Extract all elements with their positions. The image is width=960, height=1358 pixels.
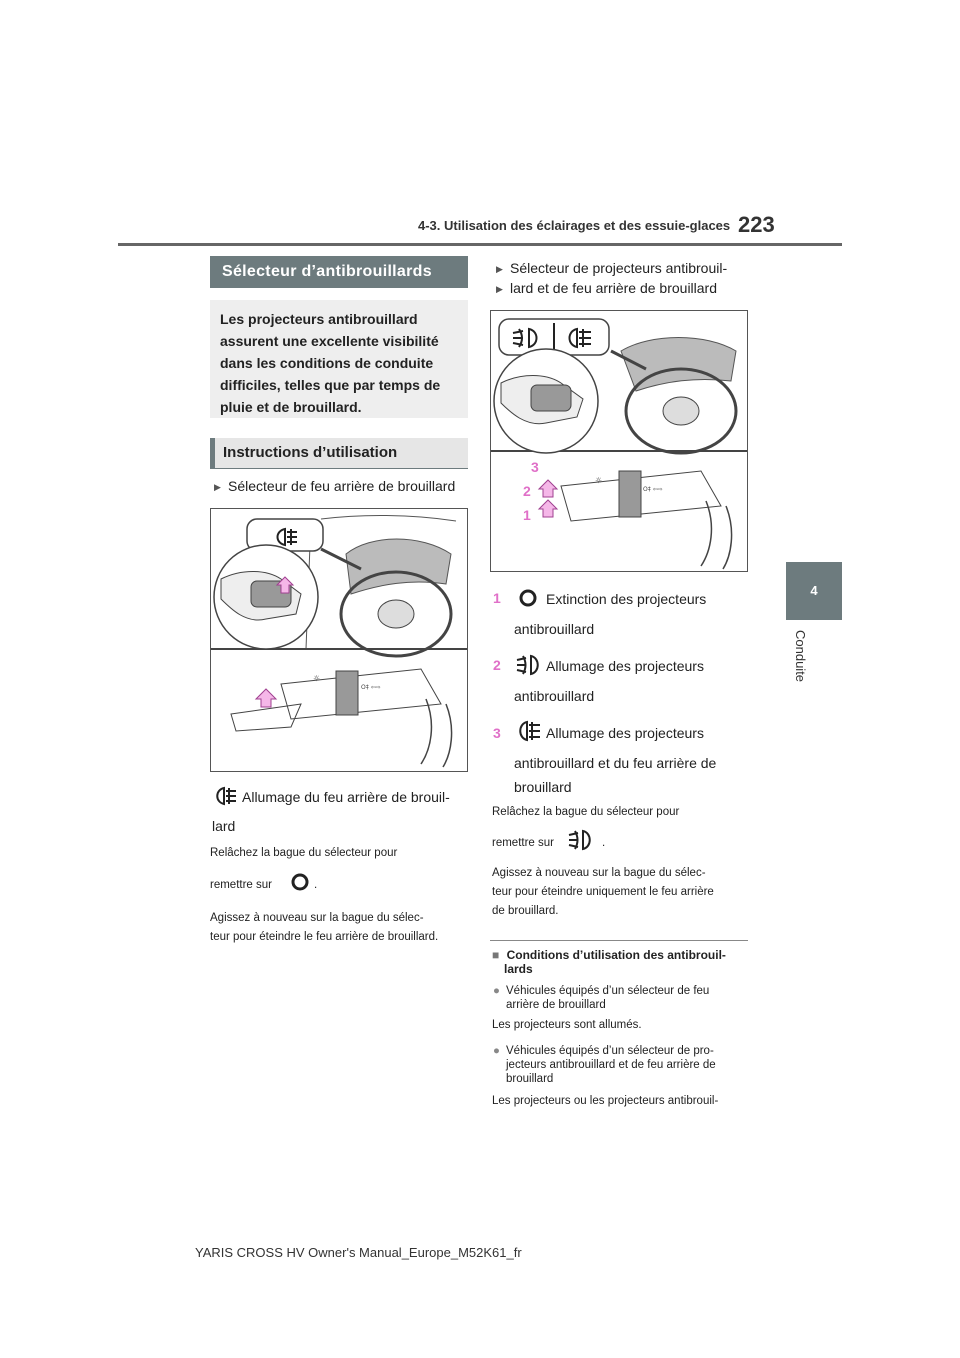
subsection-divider [490,940,748,941]
dashboard-illustration [211,509,467,771]
item-1-label-cont: antibrouillard [514,621,595,637]
front-fog-icon [568,829,594,851]
svg-text:☼: ☼ [595,476,603,485]
intro-line: difficiles, telles que par temps de [220,377,441,393]
bullet-2-line2: jecteurs antibrouillard et de feu arrière de [506,1059,716,1071]
bullet-2-line3: brouillard [506,1073,554,1085]
conditions-heading-line1: Conditions d’utilisation des antibrouil- [506,948,726,962]
intro-line: dans les conditions de conduite [220,355,434,371]
front-rear-fog-switch-title-cont: ▶ lard et de feu arrière de brouillard [510,276,717,300]
item-3-label-cont: antibrouillard et du feu arrière de [514,755,717,771]
again-note: Agissez à nouveau sur la bague du sélec- [492,867,706,879]
figure-label-1: 1 [523,507,531,523]
item-2-label-cont: antibrouillard [514,688,595,704]
intro-line: assurent une excellente visibilité [220,333,439,349]
chapter-label: Conduite [793,630,808,683]
rear-fog-icon [271,527,307,547]
item-number-2: 2 [493,657,501,673]
bullet-1-line2: arrière de brouillard [506,999,606,1011]
condition-bullet-1 [506,984,709,1012]
svg-text:☼: ☼ [313,674,321,683]
intro-box [210,300,468,418]
bullet-2-line1: Véhicules équipés d’un sélecteur de pro- [506,1045,714,1057]
footer-manual-name: YARIS CROSS HV Owner's Manual_Europe_M52K61_fr [195,1245,522,1260]
intro-line: Les projecteurs antibrouillard [220,311,418,327]
figure-front-rear-fog-switch [490,310,748,572]
item-3-label: Allumage des projecteurs [546,725,704,741]
conditions-heading [492,948,748,976]
off-position-icon [290,872,310,892]
bullet-1-note: Les projecteurs sont allumés. [492,1019,642,1031]
figure-label-3: 3 [531,459,539,475]
front-rear-fog-switch-title: ▶ Sélecteur de projecteurs antibrouil- [510,256,727,280]
section-title: 4-3. Utilisation des éclairages et des essuie-glaces [418,218,731,233]
rear-fog-on-label-cont: lard [212,818,236,834]
again-note-cont: teur pour éteindre uniquement le feu arrière [492,886,714,898]
item-2-label: Allumage des projecteurs [546,658,704,674]
release-note-end: . [602,837,606,849]
svg-text:O‡ ⇦⇨: O‡ ⇦⇨ [361,684,381,691]
rear-fog-on-label: Allumage du feu arrière de brouil- [242,789,450,805]
again-note-cont: teur pour éteindre le feu arrière de brouillard. [210,931,439,943]
figure-label-2: 2 [523,483,531,499]
dashboard-illustration [491,311,747,571]
bullet-2-note: Les projecteurs ou les projecteurs antibrouil- [492,1095,719,1107]
intro-line: pluie et de brouillard. [220,399,362,415]
conditions-heading-line2: lards [504,962,533,976]
release-note: Relâchez la bague du sélecteur pour [210,847,398,859]
release-note-end: . [314,879,318,891]
heading-underline [210,468,468,469]
item-3-label-cont2: brouillard [514,779,572,795]
off-position-icon [518,588,538,608]
rear-fog-icon [212,786,238,806]
release-note: Relâchez la bague du sélecteur pour [492,806,680,818]
header-divider [118,243,842,246]
item-1-label: Extinction des projecteurs [546,591,707,607]
again-note: Agissez à nouveau sur la bague du sélec- [210,912,424,924]
front-fog-icon [516,654,542,676]
chapter-tab[interactable]: 4 [786,562,842,620]
release-note-cont: remettre sur [210,879,272,891]
bullet-1-line1: Véhicules équipés d’un sélecteur de feu [506,985,710,997]
page-number: 223 [738,212,775,237]
release-note-cont: remettre sur [492,837,554,849]
again-note-cont2: de brouillard. [492,905,559,917]
rear-fog-switch-title: ▶ Sélecteur de feu arrière de brouillard [228,474,455,498]
svg-text:O‡ ⇦⇨: O‡ ⇦⇨ [643,486,663,493]
item-number-3: 3 [493,725,501,741]
front-fog-icon [511,327,541,349]
item-number-1: 1 [493,590,501,606]
section-heading-fog-switch: Sélecteur d’antibrouillards [210,256,468,288]
rear-fog-icon [565,327,595,349]
condition-bullet-2 [506,1044,716,1086]
figure-rear-fog-switch [210,508,468,772]
section-heading-instructions: Instructions d’utilisation [210,438,468,468]
rear-fog-icon [516,720,542,742]
